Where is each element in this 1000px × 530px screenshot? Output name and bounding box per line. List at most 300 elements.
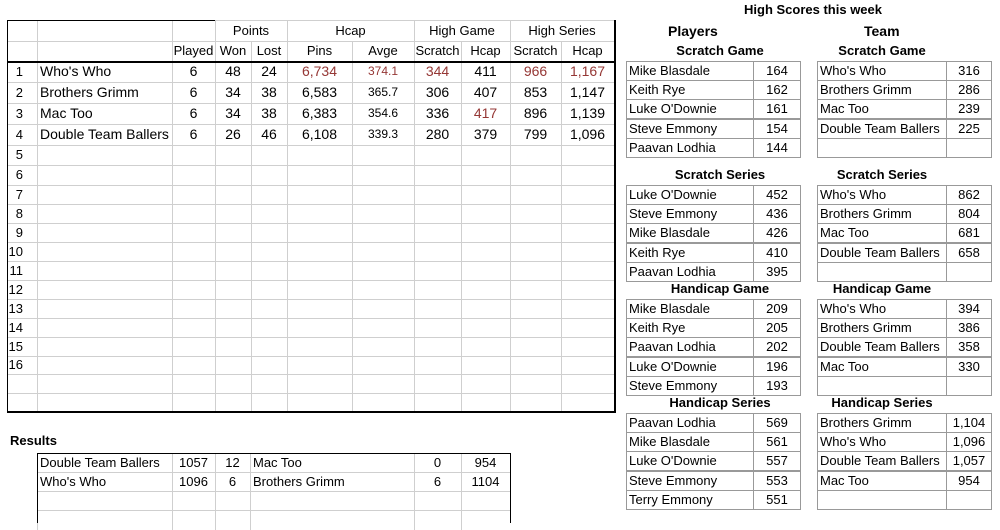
standings-cell bbox=[561, 318, 615, 338]
team-score: 1,057 bbox=[952, 453, 986, 469]
standings-value: 6,383 bbox=[301, 105, 338, 121]
standings-cell bbox=[561, 393, 615, 412]
player-name: Steve Emmony bbox=[629, 206, 718, 222]
standings-cell bbox=[414, 393, 462, 412]
standings-value: 24 bbox=[261, 63, 277, 79]
standings-cell bbox=[37, 280, 173, 300]
team-name: Brothers Grimm bbox=[820, 415, 912, 430]
player-score: 161 bbox=[766, 101, 788, 117]
team-name: Double Team Ballers bbox=[820, 339, 940, 355]
standings-cell bbox=[561, 165, 615, 186]
standings-cell bbox=[287, 185, 353, 205]
standings-cell bbox=[561, 204, 615, 224]
section-title: Scratch Game bbox=[838, 43, 926, 58]
results-cell bbox=[414, 510, 462, 530]
standings-cell bbox=[37, 20, 173, 42]
standings-cell bbox=[215, 393, 252, 412]
standings-cell bbox=[352, 337, 415, 357]
standings-cell bbox=[510, 356, 562, 375]
results-pins: 954 bbox=[474, 455, 497, 470]
player-score: 561 bbox=[766, 434, 788, 450]
team-name: Brothers Grimm bbox=[40, 84, 139, 100]
team-header: Team bbox=[864, 23, 900, 39]
standings-cell bbox=[172, 318, 216, 338]
standings-value: 379 bbox=[473, 126, 498, 142]
standings-value: 1,096 bbox=[569, 126, 606, 142]
standings-cell bbox=[37, 41, 173, 62]
standings-value: 6 bbox=[189, 84, 198, 100]
standings-cell bbox=[287, 299, 353, 319]
standings-cell bbox=[461, 374, 511, 394]
standings-value: 966 bbox=[523, 63, 548, 79]
standings-cell bbox=[251, 393, 288, 412]
results-top-border bbox=[37, 453, 510, 454]
player-name: Luke O'Downie bbox=[629, 453, 717, 469]
team-name: Mac Too bbox=[820, 358, 869, 374]
high-scores-title: High Scores this week bbox=[744, 2, 882, 17]
standings-cell bbox=[251, 165, 288, 186]
standings-cell bbox=[37, 145, 173, 166]
team-score-cell bbox=[946, 138, 992, 158]
standings-cell bbox=[172, 280, 216, 300]
standings-value: 34 bbox=[225, 84, 241, 100]
standings-cell bbox=[510, 280, 562, 300]
standings-cell bbox=[251, 261, 288, 281]
standings-value: 336 bbox=[425, 105, 450, 121]
standings-cell bbox=[287, 318, 353, 338]
standings-cell bbox=[215, 374, 252, 394]
player-score: 196 bbox=[766, 358, 788, 374]
standings-cell bbox=[172, 165, 216, 186]
team-name-cell bbox=[817, 138, 947, 158]
column-header: Played bbox=[173, 43, 214, 58]
standings-value: 6,583 bbox=[301, 84, 338, 100]
row-number: 2 bbox=[15, 85, 23, 100]
standings-cell bbox=[352, 204, 415, 224]
team-name: Brothers Grimm bbox=[820, 206, 912, 222]
standings-cell bbox=[352, 393, 415, 412]
standings-cell bbox=[172, 299, 216, 319]
standings-cell bbox=[561, 223, 615, 243]
player-score: 557 bbox=[766, 453, 788, 469]
standings-cell bbox=[461, 261, 511, 281]
standings-value: 1,167 bbox=[569, 63, 606, 79]
standings-cell bbox=[414, 242, 462, 262]
player-score: 551 bbox=[766, 491, 788, 507]
standings-cell bbox=[510, 204, 562, 224]
standings-cell bbox=[461, 204, 511, 224]
standings-cell bbox=[414, 223, 462, 243]
standings-value: 280 bbox=[425, 126, 450, 142]
results-points: 6 bbox=[228, 474, 237, 489]
standings-cell bbox=[287, 337, 353, 357]
standings-value: 6 bbox=[189, 126, 198, 142]
standings-cell bbox=[414, 337, 462, 357]
team-name: Who's Who bbox=[820, 301, 887, 316]
results-cell bbox=[461, 491, 511, 511]
results-points: 6 bbox=[433, 474, 442, 489]
player-name: Steve Emmony bbox=[629, 377, 718, 393]
results-cell bbox=[37, 510, 173, 530]
standings-cell bbox=[461, 165, 511, 186]
player-score: 202 bbox=[766, 339, 788, 355]
player-name: Keith Rye bbox=[629, 82, 686, 98]
standings-cell bbox=[215, 165, 252, 186]
standings-value: 344 bbox=[425, 63, 450, 79]
team-score: 1,104 bbox=[952, 415, 986, 430]
outer-border-top bbox=[7, 20, 215, 21]
standings-cell bbox=[461, 185, 511, 205]
standings-cell bbox=[561, 356, 615, 375]
standings-cell bbox=[461, 299, 511, 319]
standings-cell bbox=[172, 261, 216, 281]
standings-cell bbox=[215, 337, 252, 357]
standings-cell bbox=[215, 356, 252, 375]
team-name: Who's Who bbox=[820, 187, 887, 202]
standings-cell bbox=[414, 145, 462, 166]
player-name: Steve Emmony bbox=[629, 472, 718, 488]
results-points: 12 bbox=[225, 455, 240, 470]
results-cell bbox=[215, 510, 251, 530]
player-score: 553 bbox=[766, 472, 788, 488]
team-score: 394 bbox=[958, 301, 980, 316]
results-cell bbox=[172, 491, 216, 511]
results-points: 0 bbox=[433, 455, 442, 470]
standings-cell bbox=[561, 280, 615, 300]
player-score: 410 bbox=[766, 244, 788, 260]
standings-value: 26 bbox=[225, 126, 241, 142]
standings-cell bbox=[172, 337, 216, 357]
standings-cell bbox=[37, 318, 173, 338]
results-pins: 1104 bbox=[471, 474, 500, 489]
results-cell bbox=[172, 510, 216, 530]
row-number: 5 bbox=[15, 147, 23, 162]
standings-cell bbox=[251, 204, 288, 224]
standings-value: 1,147 bbox=[569, 84, 606, 100]
team-score: 1,096 bbox=[952, 434, 986, 450]
team-name: Mac Too bbox=[40, 105, 93, 121]
players-header: Players bbox=[668, 23, 718, 39]
section-title: Scratch Series bbox=[674, 167, 766, 182]
outer-border-bottom bbox=[7, 411, 616, 413]
group-header: High Game bbox=[429, 23, 495, 38]
results-cell bbox=[250, 491, 415, 511]
standings-value: 339.3 bbox=[367, 127, 399, 141]
results-left-border bbox=[37, 453, 38, 523]
player-name: Keith Rye bbox=[629, 244, 686, 260]
standings-cell bbox=[561, 299, 615, 319]
standings-cell bbox=[414, 356, 462, 375]
standings-cell bbox=[215, 242, 252, 262]
player-name: Luke O'Downie bbox=[629, 358, 717, 374]
standings-cell bbox=[37, 374, 173, 394]
team-score: 658 bbox=[958, 244, 980, 260]
standings-value: 6,734 bbox=[301, 63, 338, 79]
results-team: Brothers Grimm bbox=[253, 474, 345, 489]
standings-cell bbox=[172, 393, 216, 412]
column-header: Lost bbox=[256, 43, 282, 58]
standings-cell bbox=[172, 145, 216, 166]
standings-cell bbox=[251, 337, 288, 357]
standings-cell bbox=[251, 242, 288, 262]
player-name: Luke O'Downie bbox=[629, 101, 717, 117]
player-score: 193 bbox=[766, 377, 788, 393]
team-score: 330 bbox=[958, 358, 980, 374]
standings-value: 896 bbox=[523, 105, 548, 121]
player-name: Paavan Lodhia bbox=[629, 339, 716, 355]
team-score-cell bbox=[946, 376, 992, 396]
standings-cell bbox=[287, 261, 353, 281]
standings-cell bbox=[461, 318, 511, 338]
outer-border-left bbox=[7, 20, 8, 412]
standings-value: 853 bbox=[523, 84, 548, 100]
standings-value: 46 bbox=[261, 126, 277, 142]
standings-cell bbox=[7, 393, 38, 412]
player-name: Keith Rye bbox=[629, 320, 686, 336]
standings-value: 6 bbox=[189, 63, 198, 79]
standings-cell bbox=[352, 299, 415, 319]
player-score: 436 bbox=[766, 206, 788, 222]
standings-cell bbox=[510, 185, 562, 205]
standings-cell bbox=[172, 20, 216, 42]
row-number: 12 bbox=[8, 282, 23, 297]
team-name: Who's Who bbox=[820, 434, 887, 450]
standings-cell bbox=[352, 374, 415, 394]
team-name-cell bbox=[817, 490, 947, 510]
team-score: 862 bbox=[958, 187, 980, 202]
standings-cell bbox=[461, 393, 511, 412]
row-number: 11 bbox=[9, 263, 23, 278]
results-right-border bbox=[510, 453, 511, 523]
standings-cell bbox=[251, 299, 288, 319]
standings-cell bbox=[352, 223, 415, 243]
standings-cell bbox=[561, 374, 615, 394]
standings-cell bbox=[510, 318, 562, 338]
player-name: Mike Blasdale bbox=[629, 434, 710, 450]
standings-value: 365.7 bbox=[367, 85, 399, 99]
outer-border-right bbox=[614, 20, 616, 413]
standings-value: 6,108 bbox=[301, 126, 338, 142]
standings-value: 38 bbox=[261, 84, 277, 100]
section-title: Handicap Game bbox=[832, 281, 932, 296]
standings-value: 374.1 bbox=[367, 64, 399, 78]
standings-cell bbox=[251, 356, 288, 375]
team-score: 239 bbox=[958, 101, 980, 117]
player-name: Mike Blasdale bbox=[629, 225, 710, 241]
standings-cell bbox=[461, 145, 511, 166]
standings-cell bbox=[215, 299, 252, 319]
standings-cell bbox=[287, 204, 353, 224]
standings-cell bbox=[287, 356, 353, 375]
player-name: Paavan Lodhia bbox=[629, 263, 716, 279]
team-score: 954 bbox=[958, 472, 980, 488]
row-number: 7 bbox=[15, 187, 23, 202]
standings-cell bbox=[287, 145, 353, 166]
standings-cell bbox=[510, 165, 562, 186]
standings-value: 1,139 bbox=[569, 105, 606, 121]
team-name: Mac Too bbox=[820, 225, 869, 241]
standings-cell bbox=[215, 204, 252, 224]
team-name: Brothers Grimm bbox=[820, 320, 912, 336]
standings-cell bbox=[510, 261, 562, 281]
standings-cell bbox=[414, 299, 462, 319]
standings-cell bbox=[251, 280, 288, 300]
player-score: 205 bbox=[766, 320, 788, 336]
group-header: High Series bbox=[528, 23, 596, 38]
standings-cell bbox=[461, 356, 511, 375]
results-cell bbox=[461, 510, 511, 530]
team-score-cell bbox=[946, 262, 992, 282]
team-score: 804 bbox=[958, 206, 980, 222]
standings-value: 6 bbox=[189, 105, 198, 121]
player-name: Paavan Lodhia bbox=[629, 415, 716, 430]
standings-cell bbox=[561, 337, 615, 357]
standings-cell bbox=[251, 145, 288, 166]
standings-cell bbox=[172, 356, 216, 375]
standings-cell bbox=[414, 280, 462, 300]
results-title: Results bbox=[10, 433, 57, 448]
standings-cell bbox=[352, 165, 415, 186]
standings-cell bbox=[287, 374, 353, 394]
standings-cell bbox=[352, 242, 415, 262]
standings-cell bbox=[352, 145, 415, 166]
standings-cell bbox=[37, 356, 173, 375]
standings-cell bbox=[251, 374, 288, 394]
team-score: 225 bbox=[958, 120, 980, 136]
row-number: 3 bbox=[15, 106, 23, 121]
standings-cell bbox=[287, 223, 353, 243]
standings-cell bbox=[352, 185, 415, 205]
player-score: 209 bbox=[766, 301, 788, 316]
standings-cell bbox=[172, 242, 216, 262]
team-score: 316 bbox=[958, 63, 980, 78]
team-name: Double Team Ballers bbox=[820, 244, 940, 260]
row-number: 6 bbox=[15, 167, 23, 182]
results-pins: 1057 bbox=[179, 455, 208, 470]
team-score: 286 bbox=[958, 82, 980, 98]
column-header: Won bbox=[219, 43, 247, 58]
standings-cell bbox=[461, 337, 511, 357]
results-team: Mac Too bbox=[253, 455, 302, 470]
standings-cell bbox=[510, 242, 562, 262]
section-title: Handicap Game bbox=[670, 281, 770, 296]
standings-cell bbox=[510, 299, 562, 319]
standings-cell bbox=[287, 393, 353, 412]
results-cell bbox=[215, 491, 251, 511]
team-name: Who's Who bbox=[820, 63, 887, 78]
standings-cell bbox=[215, 318, 252, 338]
standings-value: 799 bbox=[523, 126, 548, 142]
standings-cell bbox=[510, 223, 562, 243]
results-cell bbox=[250, 510, 415, 530]
results-team: Who's Who bbox=[40, 474, 107, 489]
player-score: 452 bbox=[766, 187, 788, 202]
team-name: Double Team Ballers bbox=[820, 120, 940, 136]
column-header: Hcap bbox=[572, 43, 603, 58]
standings-cell bbox=[37, 204, 173, 224]
results-pins: 1096 bbox=[179, 474, 208, 489]
standings-cell bbox=[215, 261, 252, 281]
standings-value: 38 bbox=[261, 105, 277, 121]
column-header: Scratch bbox=[513, 43, 558, 58]
player-name: Mike Blasdale bbox=[629, 63, 710, 78]
team-name: Who's Who bbox=[40, 63, 112, 79]
player-score: 144 bbox=[766, 139, 788, 155]
standings-cell bbox=[510, 337, 562, 357]
standings-cell bbox=[37, 393, 173, 412]
standings-cell bbox=[7, 41, 38, 62]
standings-cell bbox=[510, 145, 562, 166]
standings-cell bbox=[215, 223, 252, 243]
standings-cell bbox=[251, 223, 288, 243]
standings-value: 354.6 bbox=[367, 106, 399, 120]
team-name: Double Team Ballers bbox=[820, 453, 940, 469]
standings-cell bbox=[414, 374, 462, 394]
group-header: Hcap bbox=[335, 23, 366, 38]
standings-cell bbox=[251, 318, 288, 338]
standings-cell bbox=[414, 204, 462, 224]
standings-cell bbox=[37, 165, 173, 186]
standings-cell bbox=[461, 223, 511, 243]
player-name: Mike Blasdale bbox=[629, 301, 710, 316]
standings-cell bbox=[37, 223, 173, 243]
standings-cell bbox=[37, 185, 173, 205]
standings-cell bbox=[352, 356, 415, 375]
standings-cell bbox=[561, 261, 615, 281]
standings-cell bbox=[287, 242, 353, 262]
player-score: 154 bbox=[766, 120, 788, 136]
player-score: 569 bbox=[766, 415, 788, 430]
standings-cell bbox=[287, 280, 353, 300]
standings-cell bbox=[172, 204, 216, 224]
standings-cell bbox=[7, 374, 38, 394]
team-score: 358 bbox=[958, 339, 980, 355]
results-cell bbox=[37, 491, 173, 511]
team-score: 681 bbox=[958, 225, 980, 241]
player-score: 164 bbox=[766, 63, 788, 78]
column-header: Scratch bbox=[415, 43, 460, 58]
standings-value: 411 bbox=[474, 63, 497, 79]
standings-cell bbox=[251, 185, 288, 205]
player-score: 162 bbox=[766, 82, 788, 98]
standings-cell bbox=[172, 223, 216, 243]
standings-cell bbox=[37, 242, 173, 262]
section-title: Scratch Game bbox=[676, 43, 764, 58]
standings-cell bbox=[37, 299, 173, 319]
standings-cell bbox=[172, 185, 216, 205]
standings-cell bbox=[37, 337, 173, 357]
standings-cell bbox=[414, 261, 462, 281]
standings-cell bbox=[215, 185, 252, 205]
standings-cell bbox=[37, 261, 173, 281]
row-number: 10 bbox=[8, 244, 23, 259]
results-team: Double Team Ballers bbox=[40, 455, 160, 470]
row-number: 15 bbox=[8, 339, 23, 354]
player-name: Steve Emmony bbox=[629, 120, 718, 136]
standings-cell bbox=[7, 20, 38, 42]
row-number: 9 bbox=[15, 225, 23, 240]
standings-cell bbox=[561, 242, 615, 262]
row-number: 1 bbox=[15, 64, 23, 79]
team-name: Mac Too bbox=[820, 472, 869, 488]
standings-value: 407 bbox=[473, 84, 498, 100]
header-separator bbox=[7, 61, 614, 63]
team-name: Mac Too bbox=[820, 101, 869, 117]
standings-cell bbox=[414, 185, 462, 205]
results-cell bbox=[414, 491, 462, 511]
standings-cell bbox=[561, 145, 615, 166]
row-number: 4 bbox=[15, 127, 23, 142]
